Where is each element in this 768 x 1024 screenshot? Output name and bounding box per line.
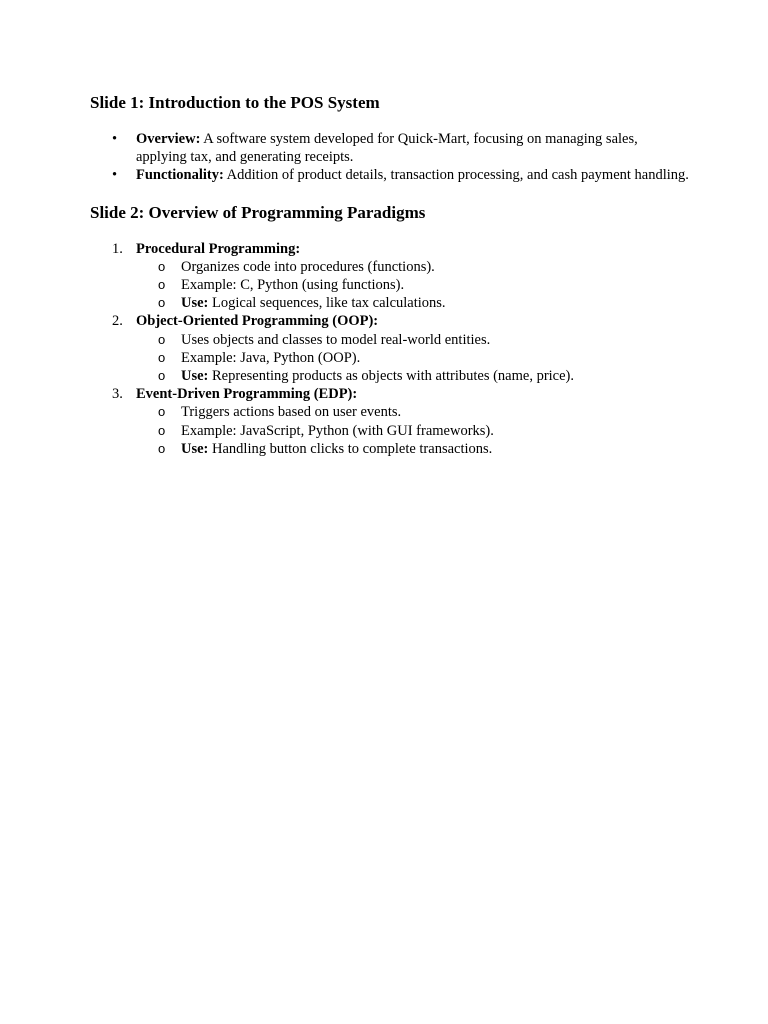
sub-marker: o bbox=[158, 422, 166, 438]
sub-text: Example: JavaScript, Python (with GUI frameworks). bbox=[181, 422, 494, 439]
item-number: 1. bbox=[112, 240, 123, 257]
item-number: 2. bbox=[112, 313, 123, 330]
bullet-label: Functionality: bbox=[136, 167, 224, 184]
sub-item bbox=[136, 276, 690, 294]
sub-marker: o bbox=[158, 331, 166, 347]
slide1-bullet-list bbox=[90, 130, 690, 185]
sub-marker: o bbox=[158, 295, 166, 311]
paradigm-item-oop bbox=[90, 312, 690, 385]
sub-item bbox=[136, 403, 690, 421]
sub-text: Example: C, Python (using functions). bbox=[181, 277, 405, 294]
paradigm-item-edp bbox=[90, 385, 690, 458]
bullet-item-functionality bbox=[90, 166, 690, 184]
bullet-marker: • bbox=[112, 131, 118, 147]
paradigm-title: Event-Driven Programming (EDP): bbox=[136, 386, 358, 403]
sub-marker: o bbox=[158, 368, 166, 384]
sub-item bbox=[136, 440, 690, 458]
paradigm-title: Object-Oriented Programming (OOP): bbox=[136, 313, 379, 330]
paradigm-item-procedural bbox=[90, 240, 690, 313]
item-number: 3. bbox=[112, 386, 123, 403]
sub-text: Handling button clicks to complete transactions. bbox=[208, 440, 493, 457]
sub-text: Triggers actions based on user events. bbox=[181, 404, 402, 421]
sub-marker: o bbox=[158, 404, 166, 420]
sub-text: Example: Java, Python (OOP). bbox=[181, 349, 361, 366]
slide2-section bbox=[90, 202, 690, 458]
sub-item bbox=[136, 331, 690, 349]
sub-item bbox=[136, 294, 690, 312]
sub-label: Use: bbox=[181, 440, 209, 457]
bullet-marker: • bbox=[112, 167, 118, 184]
sub-text: Logical sequences, like tax calculations. bbox=[208, 295, 446, 312]
slide1-heading: Slide 1: Introduction to the POS System bbox=[90, 93, 380, 112]
sub-text: Representing products as objects with attributes (name, price). bbox=[208, 368, 575, 385]
sub-label: Use: bbox=[181, 368, 209, 385]
sub-text: Organizes code into procedures (functions). bbox=[181, 258, 435, 275]
bullet-label: Overview: bbox=[136, 131, 201, 147]
paradigm-sub-list bbox=[136, 258, 690, 313]
bullet-item-overview bbox=[90, 130, 690, 166]
bullet-text: Addition of product details, transaction processing, and cash payment handling. bbox=[223, 167, 689, 184]
paradigm-sub-list bbox=[136, 331, 690, 386]
sub-marker: o bbox=[158, 440, 166, 456]
bullet-text: A software system developed for Quick-Mart, focusing on managing sales, applying tax, and generating receipts. bbox=[136, 131, 638, 166]
slide2-heading: Slide 2: Overview of Programming Paradigms bbox=[90, 202, 426, 222]
paradigm-sub-list bbox=[136, 403, 690, 458]
paradigm-title: Procedural Programming: bbox=[136, 240, 301, 257]
sub-item bbox=[136, 349, 690, 367]
sub-marker: o bbox=[158, 277, 166, 293]
paradigm-list bbox=[90, 240, 690, 458]
sub-item bbox=[136, 422, 690, 440]
sub-text: Uses objects and classes to model real-world entities. bbox=[181, 331, 491, 348]
sub-item bbox=[136, 367, 690, 385]
sub-item bbox=[136, 258, 690, 276]
sub-marker: o bbox=[158, 258, 166, 274]
document-content bbox=[90, 92, 690, 458]
sub-marker: o bbox=[158, 349, 166, 365]
sub-label: Use: bbox=[181, 295, 209, 312]
